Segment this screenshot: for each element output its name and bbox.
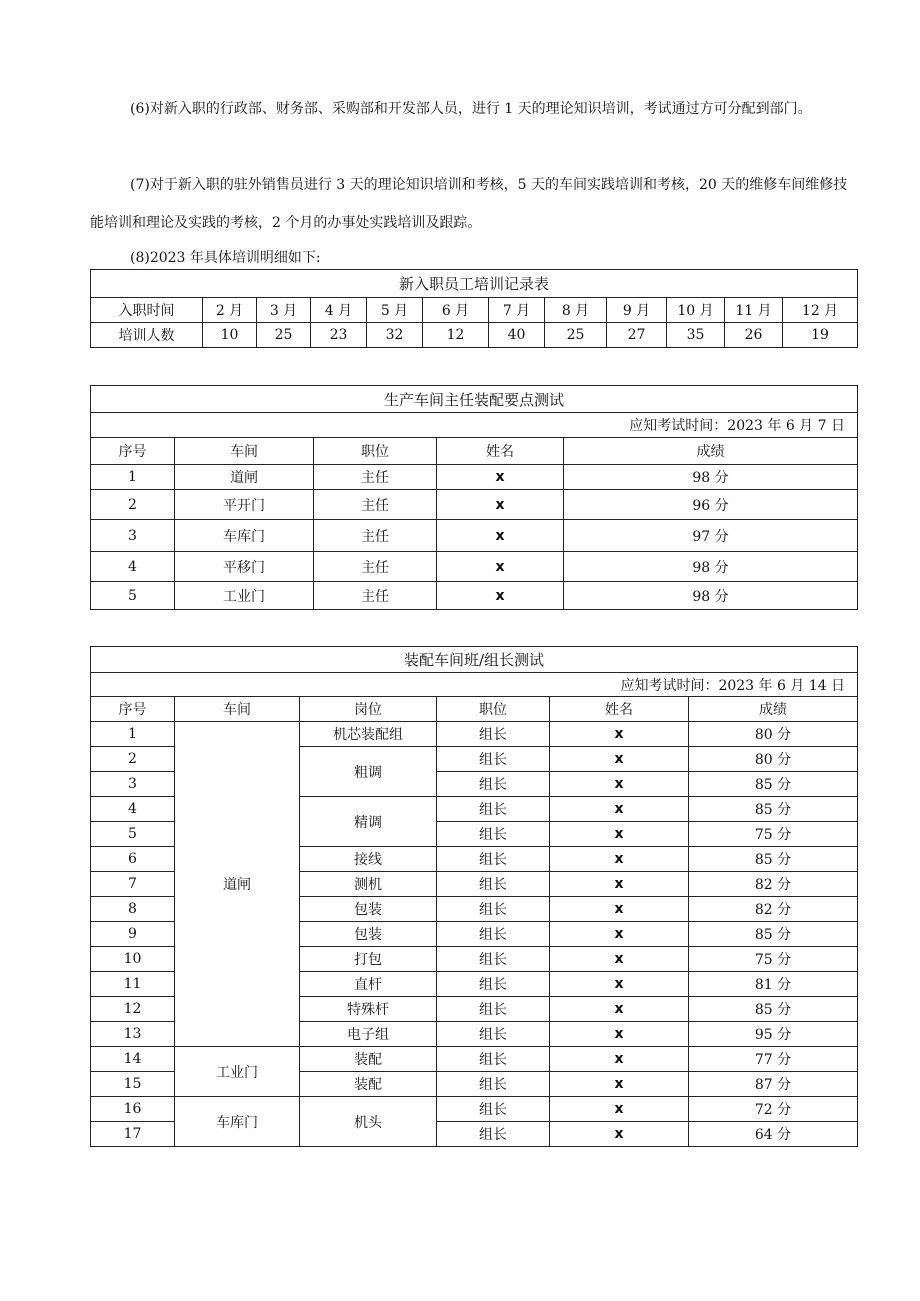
count-cell: 27 [607,323,667,348]
row-score: 77 分 [689,1047,858,1072]
count-cell: 12 [423,323,489,348]
row-workshop: 平开门 [175,490,314,520]
header-cell: 成绩 [564,438,858,465]
row-no: 1 [91,722,175,747]
team-leader-test-date: 应知考试时间：2023 年 6 月 14 日 [91,673,858,697]
header-cell: 姓名 [437,438,564,465]
month-cell: 8 月 [545,298,607,323]
supervisor-test-date: 应知考试时间：2023 年 6 月 7 日 [91,413,858,438]
row-score: 82 分 [689,897,858,922]
row-no: 5 [91,582,175,610]
row-score: 82 分 [689,872,858,897]
header-cell: 岗位 [300,697,437,722]
row-name: x [550,947,689,972]
header-cell: 姓名 [550,697,689,722]
row-post: 机头 [300,1097,437,1147]
table-row [91,490,858,520]
row-workshop: 道闸 [175,722,300,1047]
row-name: x [550,747,689,772]
row-no: 2 [91,747,175,772]
row-score: 96 分 [564,490,858,520]
row-score: 64 分 [689,1122,858,1147]
row-name: x [437,465,564,490]
month-cell: 11 月 [725,298,783,323]
row-no: 3 [91,772,175,797]
training-record-table [90,269,858,348]
team-leader-test-title: 装配车间班/组长测试 [91,647,858,673]
row-no: 15 [91,1072,175,1097]
row-no: 12 [91,997,175,1022]
row-no: 4 [91,552,175,582]
row-workshop: 工业门 [175,582,314,610]
row-name: x [437,520,564,552]
row-workshop: 车库门 [175,1097,300,1147]
row-position: 组长 [437,722,550,747]
header-row [91,438,858,465]
row-position: 组长 [437,922,550,947]
month-cell: 5 月 [367,298,423,323]
table-row [91,465,858,490]
row-post: 直杆 [300,972,437,997]
row-name: x [550,897,689,922]
row-position: 组长 [437,797,550,822]
row-position: 组长 [437,847,550,872]
month-cell: 10 月 [667,298,725,323]
row-name: x [550,772,689,797]
paragraph-6: (6)对新入职的行政部、财务部、采购部和开发部人员，进行 1 天的理论知识培训，考试通过方可分配到部门。 [130,101,812,117]
row-position: 主任 [314,582,437,610]
count-row-label: 培训人数 [91,323,203,348]
row-score: 80 分 [689,722,858,747]
row-name: x [550,1022,689,1047]
row-no: 14 [91,1047,175,1072]
table-row [91,1047,858,1072]
row-score: 72 分 [689,1097,858,1122]
row-score: 85 分 [689,997,858,1022]
month-cell: 3 月 [257,298,311,323]
row-position: 主任 [314,552,437,582]
row-no: 4 [91,797,175,822]
count-row [91,323,858,348]
supervisor-test-table [90,385,858,610]
row-position: 组长 [437,897,550,922]
row-no: 5 [91,822,175,847]
row-score: 81 分 [689,972,858,997]
paragraph-7: (7)对于新入职的驻外销售员进行 3 天的理论知识培训和考核，5 天的车间实践培训和考核，20 天的维修车间维修技能培训和理论及实践的考核，2 个月的办事处实践培训及跟踪。 [90,177,848,231]
row-name: x [437,582,564,610]
row-score: 98 分 [564,552,858,582]
header-cell: 成绩 [689,697,858,722]
count-cell: 19 [783,323,858,348]
count-cell: 10 [203,323,257,348]
row-no: 10 [91,947,175,972]
training-record-title: 新入职员工培训记录表 [91,270,858,298]
row-workshop: 工业门 [175,1047,300,1097]
month-cell: 9 月 [607,298,667,323]
header-cell: 车间 [175,697,300,722]
row-no: 1 [91,465,175,490]
month-row [91,298,858,323]
row-no: 11 [91,972,175,997]
table-row [91,582,858,610]
row-workshop: 道闸 [175,465,314,490]
row-position: 组长 [437,1022,550,1047]
row-no: 13 [91,1022,175,1047]
row-name: x [550,797,689,822]
row-post: 包装 [300,897,437,922]
row-name: x [550,822,689,847]
row-position: 组长 [437,872,550,897]
row-post: 装配 [300,1072,437,1097]
header-cell: 序号 [91,697,175,722]
row-position: 组长 [437,747,550,772]
row-post: 特殊杆 [300,997,437,1022]
row-score: 87 分 [689,1072,858,1097]
count-cell: 25 [257,323,311,348]
row-post: 接线 [300,847,437,872]
row-name: x [550,722,689,747]
table-row [91,1097,858,1122]
row-post: 粗调 [300,747,437,797]
header-cell: 车间 [175,438,314,465]
row-score: 98 分 [564,465,858,490]
row-position: 主任 [314,520,437,552]
row-position: 组长 [437,772,550,797]
row-name: x [550,872,689,897]
row-score: 75 分 [689,822,858,847]
row-post: 测机 [300,872,437,897]
row-name: x [550,1072,689,1097]
row-name: x [550,1047,689,1072]
row-position: 组长 [437,1047,550,1072]
month-cell: 2 月 [203,298,257,323]
row-score: 85 分 [689,847,858,872]
count-cell: 26 [725,323,783,348]
row-name: x [550,847,689,872]
row-post: 打包 [300,947,437,972]
table-row [91,552,858,582]
row-score: 75 分 [689,947,858,972]
count-cell: 32 [367,323,423,348]
row-position: 组长 [437,972,550,997]
row-post: 精调 [300,797,437,847]
row-no: 7 [91,872,175,897]
row-workshop: 车库门 [175,520,314,552]
row-position: 主任 [314,490,437,520]
row-no: 16 [91,1097,175,1122]
row-score: 98 分 [564,582,858,610]
row-name: x [550,997,689,1022]
row-name: x [550,972,689,997]
row-no: 8 [91,897,175,922]
row-name: x [437,490,564,520]
supervisor-test-title: 生产车间主任装配要点测试 [91,386,858,413]
row-name: x [550,1097,689,1122]
row-no: 6 [91,847,175,872]
row-position: 组长 [437,947,550,972]
header-cell: 职位 [314,438,437,465]
row-position: 组长 [437,997,550,1022]
row-position: 主任 [314,465,437,490]
table-row [91,520,858,552]
count-cell: 40 [489,323,545,348]
month-row-label: 入职时间 [91,298,203,323]
row-no: 9 [91,922,175,947]
row-name: x [437,552,564,582]
row-position: 组长 [437,822,550,847]
row-name: x [550,922,689,947]
row-no: 3 [91,520,175,552]
header-row [91,697,858,722]
row-score: 95 分 [689,1022,858,1047]
row-name: x [550,1122,689,1147]
paragraph-8: (8)2023 年具体培训明细如下: [130,250,321,266]
row-workshop: 平移门 [175,552,314,582]
count-cell: 23 [311,323,367,348]
row-position: 组长 [437,1072,550,1097]
row-score: 85 分 [689,797,858,822]
month-cell: 12 月 [783,298,858,323]
team-leader-test-table [90,646,858,1147]
header-cell: 序号 [91,438,175,465]
row-post: 装配 [300,1047,437,1072]
month-cell: 6 月 [423,298,489,323]
row-score: 80 分 [689,747,858,772]
table-row [91,722,858,747]
row-post: 包装 [300,922,437,947]
month-cell: 7 月 [489,298,545,323]
row-score: 85 分 [689,922,858,947]
month-cell: 4 月 [311,298,367,323]
row-position: 组长 [437,1122,550,1147]
row-position: 组长 [437,1097,550,1122]
row-no: 2 [91,490,175,520]
header-cell: 职位 [437,697,550,722]
row-post: 电子组 [300,1022,437,1047]
row-score: 85 分 [689,772,858,797]
row-score: 97 分 [564,520,858,552]
count-cell: 25 [545,323,607,348]
row-no: 17 [91,1122,175,1147]
row-post: 机芯装配组 [300,722,437,747]
count-cell: 35 [667,323,725,348]
